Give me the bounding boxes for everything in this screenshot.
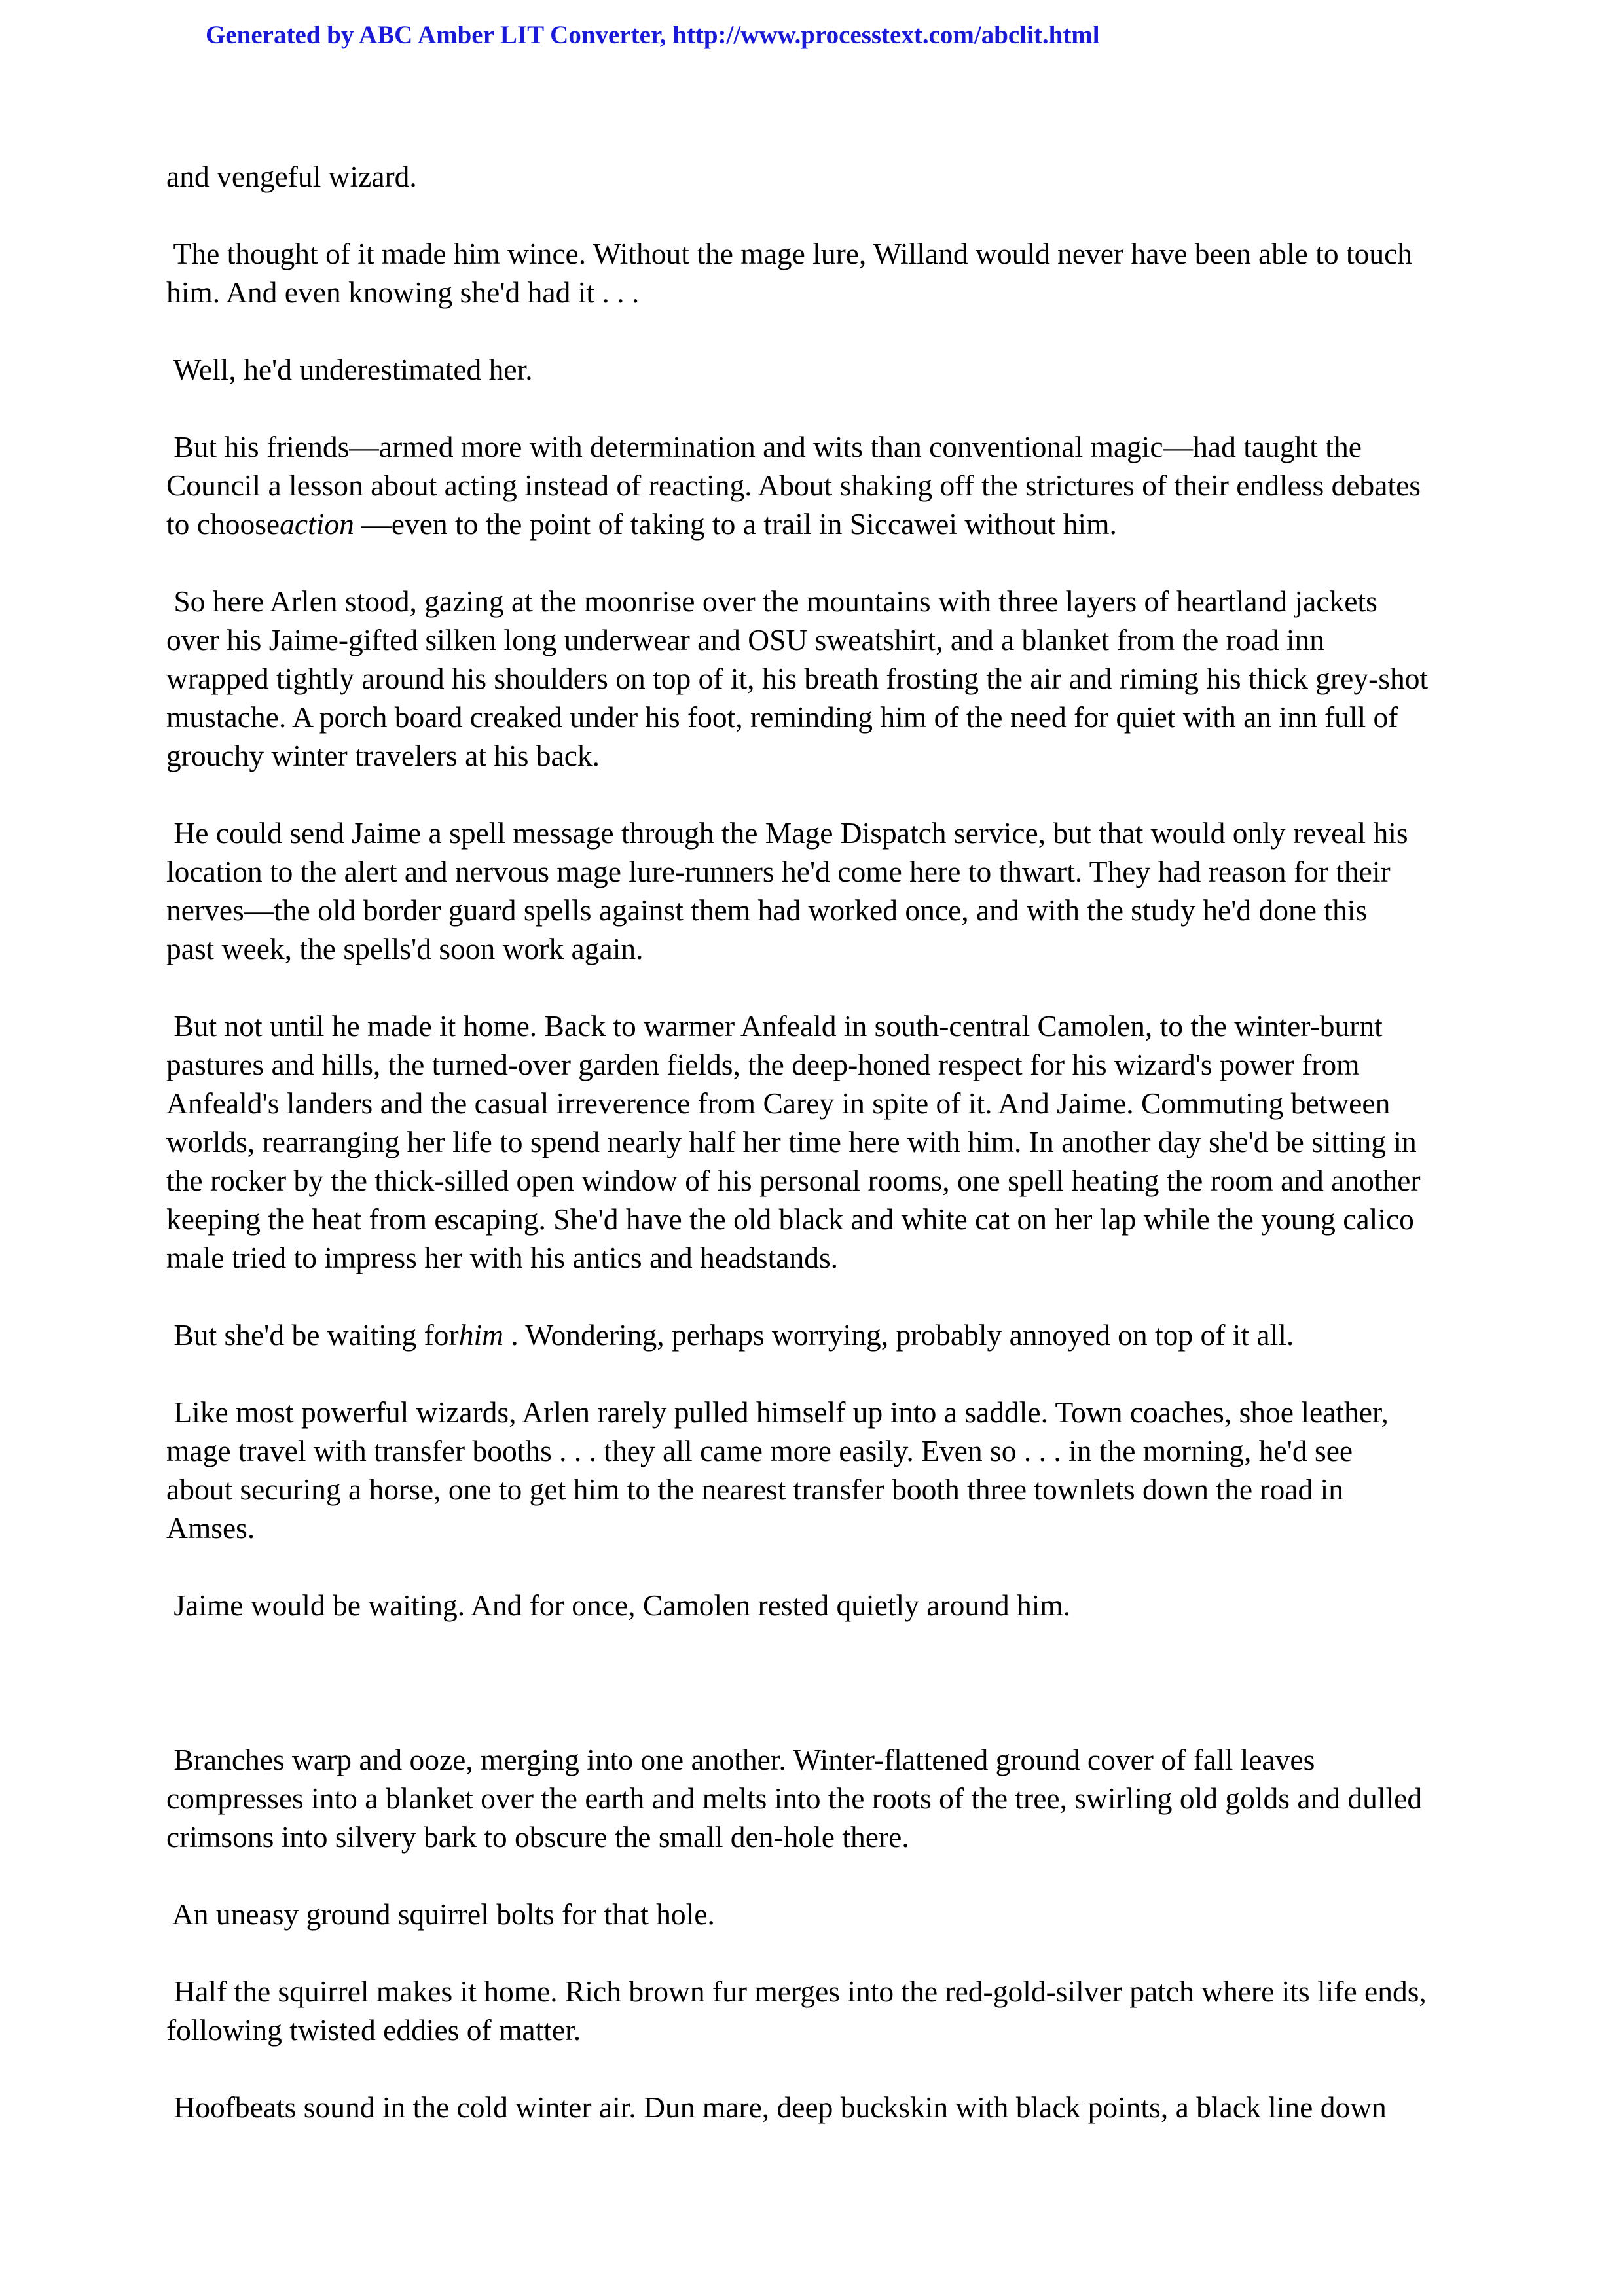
paragraph — [166, 1393, 1587, 1547]
text-line: wrapped tightly around his shoulders on top of it, his breath frosting the air and riming his thick grey-shot — [166, 662, 1429, 695]
text-line: nerves—the old border guard spells against them had worked once, and with the study he'd done this — [166, 893, 1368, 927]
paragraph — [166, 2088, 1587, 2126]
text-line: Amses. — [166, 1511, 255, 1545]
text-line: following twisted eddies of matter. — [166, 2013, 581, 2047]
text-line: Half the squirrel makes it home. Rich brown fur merges into the red-gold-silver patch where its life ends, — [166, 1975, 1427, 2008]
document-body — [166, 157, 1587, 2126]
text-line: An uneasy ground squirrel bolts for that hole. — [166, 1897, 715, 1931]
text-line: over his Jaime-gifted silken long underwear and OSU sweatshirt, and a blanket from the road inn — [166, 623, 1324, 656]
text-line: him. And even knowing she'd had it . . . — [166, 276, 640, 309]
text-line: location to the alert and nervous mage lure-runners he'd come here to thwart. They had reason for their — [166, 855, 1391, 888]
text-line: But his friends—armed more with determination and wits than conventional magic—had taught the — [166, 430, 1362, 463]
text-line: compresses into a blanket over the earth and melts into the roots of the tree, swirling old golds and dulled — [166, 1782, 1423, 1815]
text-line: about securing a horse, one to get him to the nearest transfer booth three townlets down the road in — [166, 1473, 1344, 1506]
converter-header: Generated by ABC Amber LIT Converter, http://www.processtext.com/abclit.html — [206, 21, 1100, 49]
paragraph — [166, 1007, 1587, 1277]
line-text-before: to choose — [166, 507, 280, 541]
text-line: The thought of it made him wince. Without the mage lure, Willand would never have been able to touch — [166, 237, 1413, 270]
paragraph — [166, 814, 1587, 968]
text-line: Jaime would be waiting. And for once, Camolen rested quietly around him. — [166, 1588, 1071, 1622]
paragraph — [166, 350, 1587, 389]
line-text-after: —even to the point of taking to a trail in Siccawei without him. — [361, 507, 1117, 541]
text-line: mage travel with transfer booths . . . they all came more easily. Even so . . . in the morning, he'd see — [166, 1434, 1353, 1467]
text-line: Like most powerful wizards, Arlen rarely pulled himself up into a saddle. Town coaches, shoe leather, — [166, 1395, 1389, 1429]
text-line: Council a lesson about acting instead of reacting. About shaking off the strictures of their endless debates — [166, 469, 1421, 502]
text-line: keeping the heat from escaping. She'd have the old black and white cat on her lap while the young calico — [166, 1202, 1414, 1236]
line-text-after: . Wondering, perhaps worrying, probably annoyed on top of it all. — [511, 1318, 1294, 1352]
text-line: and vengeful wizard. — [166, 160, 417, 193]
text-line: the rocker by the thick-silled open window of his personal rooms, one spell heating the room and another — [166, 1164, 1421, 1197]
text-line-with-emphasis — [166, 505, 1587, 543]
text-line: crimsons into silvery bark to obscure the small den-hole there. — [166, 1820, 909, 1854]
paragraph — [166, 234, 1587, 312]
text-line: Branches warp and ooze, merging into one another. Winter-flattened ground cover of fall leaves — [166, 1743, 1315, 1776]
text-line-with-emphasis — [166, 1316, 1587, 1354]
paragraph — [166, 157, 1587, 196]
paragraph — [166, 582, 1587, 775]
text-line: pastures and hills, the turned-over garden fields, the deep-honed respect for his wizard's power from — [166, 1048, 1360, 1081]
emphasized-word: him — [458, 1318, 511, 1352]
text-line: male tried to impress her with his antics and headstands. — [166, 1241, 839, 1274]
text-line: worlds, rearranging her life to spend nearly half her time here with him. In another day she'd be sitting in — [166, 1125, 1417, 1158]
paragraph — [166, 1586, 1587, 1624]
line-text-before: But she'd be waiting for — [166, 1318, 459, 1352]
text-line: Anfeald's landers and the casual irreverence from Carey in spite of it. And Jaime. Commuting between — [166, 1086, 1391, 1120]
text-line: mustache. A porch board creaked under his foot, reminding him of the need for quiet with an inn full of — [166, 700, 1398, 734]
text-line: So here Arlen stood, gazing at the moonrise over the mountains with three layers of heartland jackets — [166, 584, 1377, 618]
paragraph — [166, 1316, 1587, 1354]
text-line: Hoofbeats sound in the cold winter air. Dun mare, deep buckskin with black points, a black line down — [166, 2090, 1387, 2124]
emphasized-word: action — [280, 507, 362, 541]
paragraph — [166, 1740, 1587, 1856]
text-line: He could send Jaime a spell message through the Mage Dispatch service, but that would only reveal his — [166, 816, 1408, 850]
paragraph — [166, 427, 1587, 543]
text-line: grouchy winter travelers at his back. — [166, 739, 600, 772]
paragraph — [166, 1972, 1587, 2049]
text-line: past week, the spells'd soon work again. — [166, 932, 644, 965]
text-line: Well, he'd underestimated her. — [166, 353, 533, 386]
text-line: But not until he made it home. Back to warmer Anfeald in south-central Camolen, to the winter-burnt — [166, 1009, 1383, 1043]
paragraph — [166, 1895, 1587, 1933]
